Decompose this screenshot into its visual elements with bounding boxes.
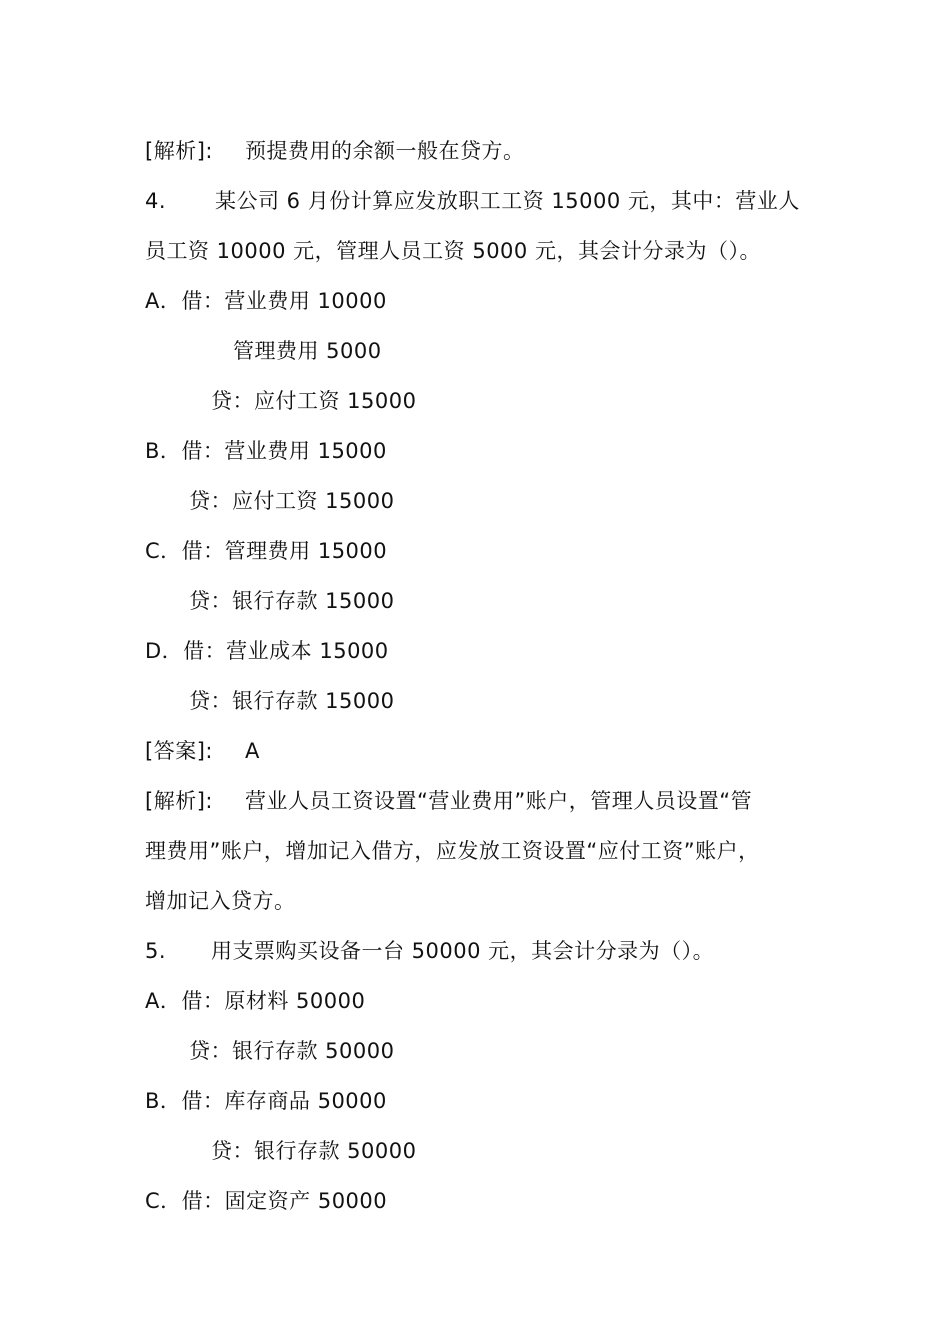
q5-option-a-line1: A．借：原材料 50000 [145, 989, 366, 1013]
q4-option-b-line2: 贷：应付工资 15000 [189, 489, 395, 513]
q5-option-b-line1: B．借：库存商品 50000 [145, 1089, 387, 1113]
question-4-number: 4. [145, 189, 167, 213]
q4-analysis-line3: 增加记入贷方。 [145, 889, 296, 913]
question-5-number: 5. [145, 939, 167, 963]
q4-option-a-line1: A．借：营业费用 10000 [145, 289, 387, 313]
analysis-label-prev: [解析]: [145, 139, 213, 163]
question-4-text-line1: 某公司 6 月份计算应发放职工工资 15000 元，其中：营业人 [215, 189, 800, 213]
q4-option-a-line3: 贷：应付工资 15000 [211, 389, 417, 413]
q4-option-b-line1: B．借：营业费用 15000 [145, 439, 387, 463]
question-5-text-line1: 用支票购买设备一台 50000 元，其会计分录为（）。 [211, 939, 715, 963]
q5-option-b-line2: 贷：银行存款 50000 [211, 1139, 417, 1163]
q4-option-a-line2: 管理费用 5000 [233, 339, 382, 363]
q4-answer-value: A [245, 739, 260, 763]
q5-option-a-line2: 贷：银行存款 50000 [189, 1039, 395, 1063]
q4-answer-label: [答案]: [145, 739, 213, 763]
q4-analysis-label: [解析]: [145, 789, 213, 813]
q4-analysis-line1: 营业人员工资设置“营业费用”账户，管理人员设置“管 [245, 789, 753, 813]
q4-option-d-line2: 贷：银行存款 15000 [189, 689, 395, 713]
q4-option-c-line1: C．借：管理费用 15000 [145, 539, 388, 563]
q4-analysis-line2: 理费用”账户，增加记入借方，应发放工资设置“应付工资”账户， [145, 839, 760, 863]
q4-option-c-line2: 贷：银行存款 15000 [189, 589, 395, 613]
analysis-text-prev: 预提费用的余额一般在贷方。 [245, 139, 525, 163]
question-4-text-line2: 员工资 10000 元，管理人员工资 5000 元，其会计分录为（）。 [145, 239, 761, 263]
q4-option-d-line1: D．借：营业成本 15000 [145, 639, 389, 663]
q5-option-c-line1: C．借：固定资产 50000 [145, 1189, 388, 1213]
